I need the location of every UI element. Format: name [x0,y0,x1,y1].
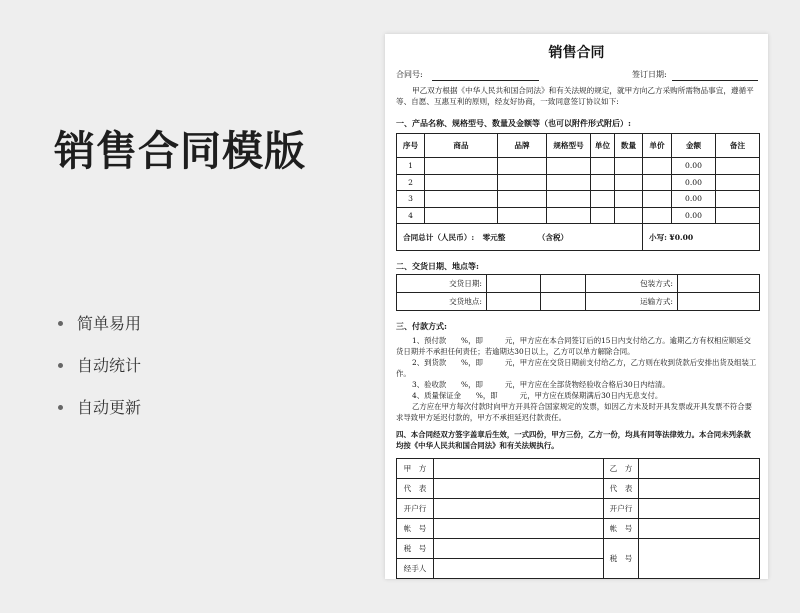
contract-preview [385,34,768,579]
packing-label: 包装方式: [586,275,678,293]
col-header: 规格型号 [547,134,591,158]
contract-title: 销售合同 [548,45,605,61]
feature-item: 自动统计 [58,355,141,376]
total-label: 合同总计（人民币）: [403,232,475,242]
tax-b-label: 税 号 [604,539,639,579]
col-header: 单位 [591,134,615,158]
party-a-label: 甲 方 [397,459,434,479]
bullet-icon [58,405,63,410]
product-header-row [397,134,760,158]
handler-label: 经手人 [397,559,434,579]
feature-list [58,313,141,439]
col-header: 单价 [643,134,672,158]
col-header: 序号 [397,134,425,158]
party-b-label: 乙 方 [604,459,639,479]
feature-item: 自动更新 [58,397,141,418]
small-amount-label: 小写: [649,232,667,242]
section-2-heading: 二、交货日期、地点等: [396,261,479,271]
table-row: 1 0.00 [397,158,760,175]
total-row [397,224,760,251]
bank-b-label: 开户行 [604,499,639,519]
sign-date-label: 签订日期: [632,70,667,79]
col-header: 备注 [716,134,760,158]
signature-table [396,458,760,579]
section-1-heading: 一、产品名称、规格型号、数量及金额等（也可以附件形式附后）: [396,118,631,128]
payment-paragraph: 乙方应在甲方每次付款时向甲方开具符合国家规定的发票，如因乙方未及时开具发票或开具发票不符合要求导致甲方延迟付款的，甲方不承担延迟付款责任。 [396,402,752,422]
delivery-table [396,274,760,311]
small-amount-value: ¥0.00 [669,232,694,242]
rep-b-label: 代 表 [604,479,639,499]
delivery-date-label: 交货日期: [397,275,487,293]
total-words: 零元整 [482,232,506,242]
feature-item: 简单易用 [58,313,141,334]
bullet-icon [58,363,63,368]
product-table [396,133,760,251]
page-title: 销售合同模版 [54,127,306,175]
transport-label: 运输方式: [586,293,678,311]
contract-no-label: 合同号: [396,70,423,79]
col-header: 商品 [425,134,498,158]
col-header: 数量 [615,134,643,158]
rep-a-label: 代 表 [397,479,434,499]
bank-a-label: 开户行 [397,499,434,519]
section-4-heading: 四、本合同经双方签字盖章后生效，一式四份，甲方三份，乙方一份，均具有同等法律效力。本合同未列条款均按《中华人民共和国合同法》和有关法规执行。 [396,430,751,450]
col-header: 金额 [672,134,716,158]
table-row: 4 0.00 [397,207,760,224]
account-b-label: 帐 号 [604,519,639,539]
payment-paragraph: 3、验收款 %，即 元，甲方应在全部货物经验收合格后30日内结清。 [412,380,670,389]
delivery-place-label: 交货地点: [397,293,487,311]
col-header: 品牌 [498,134,547,158]
account-a-label: 帐 号 [397,519,434,539]
payment-paragraph: 4、质量保证金 %，即 元，甲方应在质保期满后30日内无息支付。 [412,391,663,400]
intro-paragraph: 甲乙双方根据《中华人民共和国合同法》和有关法规的规定，就甲方向乙方采购所需物品事宜，遵循平等、自愿、互惠互利的原则，经友好协商，一致同意签订协议如下: [396,86,754,107]
payment-paragraph: 2、到货款 %，即 元，甲方应在交货日期前支付给乙方，乙方则在收到货款后安排出货及组装工作。 [396,358,757,378]
tax-a-label: 税 号 [397,539,434,559]
contract-no-line [432,80,539,81]
table-row: 2 0.00 [397,174,760,191]
total-tax: （含税） [537,232,569,242]
payment-paragraph: 1、预付款 %，即 元，甲方应在本合同签订后的15日内支付给乙方。逾期乙方有权相应顺延交货日期并不承担任何责任；若逾期达30日以上，乙方可以单方解除合同。 [396,336,751,356]
section-3-heading: 三、付款方式: [396,321,447,331]
sign-date-line [672,80,758,81]
bullet-icon [58,321,63,326]
table-row: 3 0.00 [397,191,760,208]
